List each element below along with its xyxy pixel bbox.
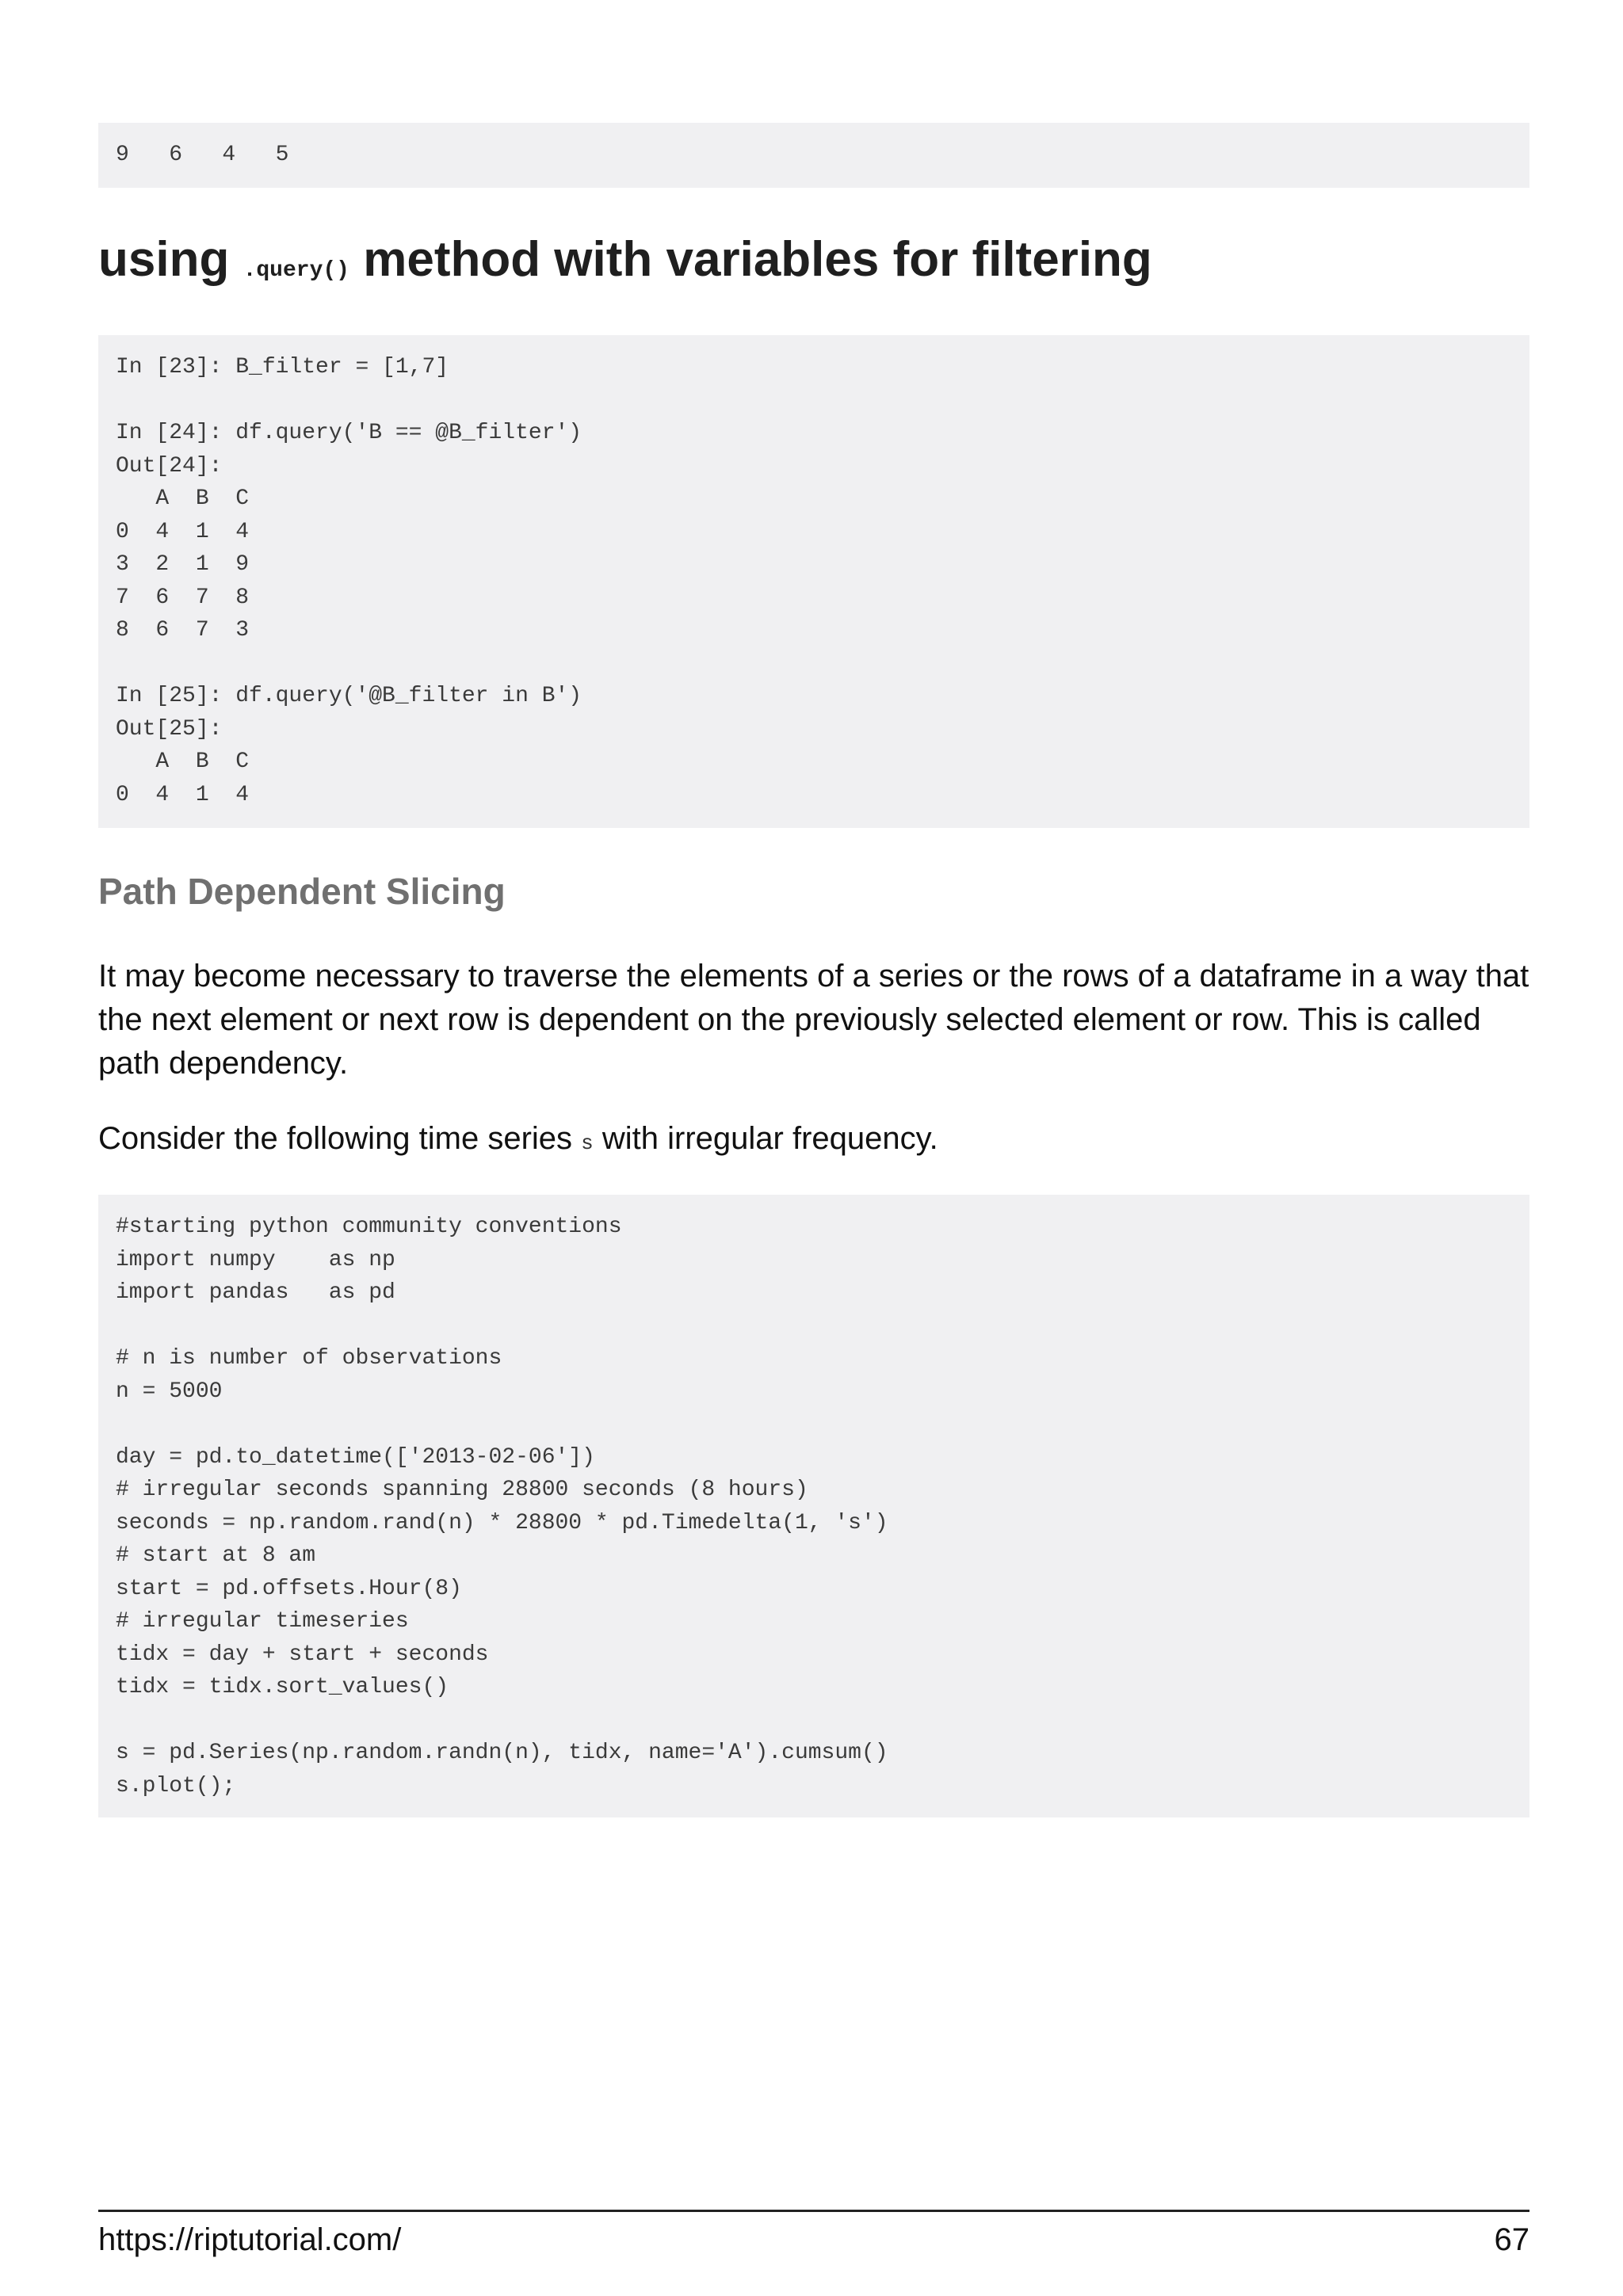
heading-text-before: using xyxy=(98,232,243,287)
paragraph-text-before: Consider the following time series xyxy=(98,1121,582,1156)
section-heading-path-dependent-slicing: Path Dependent Slicing xyxy=(98,871,506,912)
paragraph-path-dependency: It may become necessary to traverse the elements of a series or the rows of a dataframe in a way that the next element or next row is dependent on the previously selected element or row. This is called path dependency. xyxy=(98,959,1529,1081)
paragraph-time-series-intro xyxy=(98,1117,1529,1165)
heading-text-after: method with variables for filtering xyxy=(349,232,1152,287)
paragraph-text-after: with irregular frequency. xyxy=(593,1121,938,1156)
heading-inline-code: .query() xyxy=(242,258,349,283)
paragraph-inline-code: s xyxy=(581,1131,594,1155)
footer-divider xyxy=(98,2210,1529,2212)
code-block-query-example: In [23]: B_filter = [1,7] In [24]: df.query('B == @B_filter') Out[24]: A B C 0 4 1 4 3 2 1 9 7 6 7 8 8 6 7 3 In [25]: df.query('@B_filter in B') Out[25]: A B C 0 4 1 4 xyxy=(98,335,1529,828)
footer-page-number: 67 xyxy=(1494,2222,1529,2257)
code-block-previous-output: 9 6 4 5 xyxy=(98,123,1529,188)
footer-url-link[interactable]: https://riptutorial.com/ xyxy=(98,2222,402,2257)
section-heading-query xyxy=(98,228,1152,303)
code-block-time-series: #starting python community conventions import numpy as np import pandas as pd # n is number of observations n = 5000 day = pd.to_datetime(['2013-02-06']) # irregular seconds spanning 28800 seconds (8 hours) seconds = np.random.rand(n) * 28800 * pd.Timedelta(1, 's') # start at 8 am start = pd.offsets.Hour(8) # irregular timeseries tidx = day + start + seconds tidx = tidx.sort_values() s = pd.Series(np.random.randn(n), tidx, name='A').cumsum() s.plot(); xyxy=(98,1195,1529,1817)
